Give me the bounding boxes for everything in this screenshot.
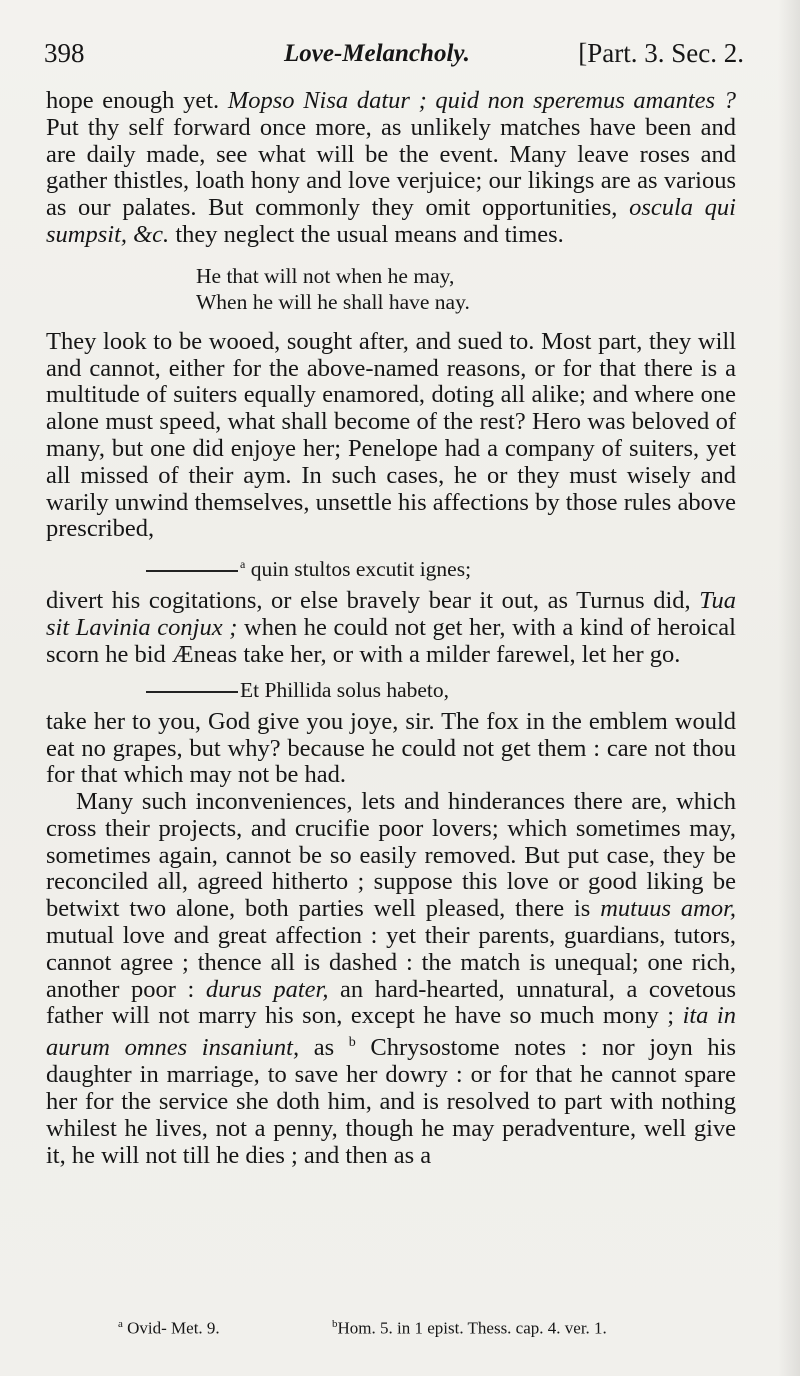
body-text bbox=[46, 88, 736, 1169]
verse-couplet bbox=[196, 263, 736, 315]
paragraph-5-text-c: an hard-hearted, unnatural, a covetous father will not marry his son, except he have so much mony ; bbox=[46, 975, 736, 1030]
footnote-b-marker: b bbox=[332, 1318, 338, 1330]
paragraph-1-text-a: hope enough yet. bbox=[46, 87, 228, 114]
latin-phrase-durus: durus pater, bbox=[205, 975, 329, 1003]
paragraph-3-text-b: when he could not get her, with a kind of heroical scorn he bid Æneas take her, or with a milder farewel, let her go. bbox=[46, 614, 736, 668]
quote-phillida bbox=[146, 677, 736, 703]
quote-ovid-text: quin stultos excutit ignes; bbox=[250, 557, 472, 582]
latin-quote-lavinia: Tua sit Lavinia conjux ; bbox=[46, 587, 736, 642]
page-header bbox=[44, 38, 744, 78]
paragraph-3 bbox=[46, 588, 736, 668]
section-reference: [Part. 3. Sec. 2. bbox=[578, 38, 744, 68]
quote-dash bbox=[146, 691, 238, 693]
verse-line-1: He that will not when he may, bbox=[196, 263, 455, 288]
paragraph-3-text-a: divert his cogitations, or else bravely bear it out, as Turnus did, bbox=[46, 587, 700, 615]
running-title: Love-Melancholy. bbox=[284, 40, 470, 67]
footnote-a bbox=[118, 1318, 220, 1339]
paragraph-1 bbox=[46, 88, 736, 249]
paragraph-1-text-c: they neglect the usual means and times. bbox=[169, 220, 564, 248]
paragraph-5-text-e: Chrysostome notes : nor joyn his daughter in marriage, to save her dowry : or for that he cannot spare her for the service she doth him, and is resolved to part with nothing whilest he lives, not a penny, though he may peradventure, well give it, he will not till he dies ; and then as a bbox=[46, 1034, 736, 1169]
page-number: 398 bbox=[44, 38, 85, 68]
footnote-a-marker: a bbox=[118, 1318, 123, 1330]
footnote-b-text: Hom. 5. in 1 epist. Thess. cap. 4. ver. 1. bbox=[337, 1318, 607, 1338]
paragraph-5-text-b: mutual love and great affection : yet their parents, guardians, tutors, cannot agree ; thence all is dashed : the match is unequal; one rich, another poor : bbox=[46, 922, 736, 1003]
quote-ovid bbox=[146, 551, 736, 582]
latin-phrase-mutuus: mutuus amor, bbox=[600, 895, 737, 923]
footnote-marker-b: b bbox=[348, 1035, 356, 1051]
paragraph-1-text-b: Put thy self forward once more, as unlikely matches have been and are daily made, see what will be the event. Many leave roses and gather thistles, loath hony and love verjuice; our likings are as various as our palates. But commonly they omit opportunities, bbox=[46, 113, 736, 222]
latin-phrase-ita: ita in aurum omnes insaniunt, bbox=[46, 1002, 736, 1062]
footnote-b bbox=[332, 1318, 607, 1339]
quote-dash bbox=[146, 570, 238, 572]
paragraph-5-text-a: Many such inconveniences, lets and hinderances there are, which cross their projects, and crucifie poor lovers; which sometimes may, sometimes again, cannot be so easily removed. But put case, they be reconciled all, agreed hitherto ; suppose this love or good liking be betwixt two alone, both parties well pleased, there is bbox=[46, 788, 736, 923]
paragraph-5-text-d: as bbox=[299, 1034, 349, 1062]
quote-phillida-text: Et Phillida solus habeto, bbox=[240, 677, 450, 702]
footnote-marker-a: a bbox=[240, 557, 246, 572]
verse-line-2: When he will he shall have nay. bbox=[196, 289, 470, 314]
paragraph-5 bbox=[46, 789, 736, 1169]
page-gutter-shadow bbox=[778, 0, 800, 1376]
latin-phrase-oscula: oscula qui sumpsit, &c. bbox=[46, 194, 736, 248]
latin-quote-mopso: Mopso Nisa datur ; quid non speremus amantes ? bbox=[227, 87, 736, 114]
footnote-a-text: Ovid- Met. 9. bbox=[127, 1318, 220, 1338]
paragraph-2: They look to be wooed, sought after, and sued to. Most part, they will and cannot, either for the above-named reasons, or for that there is a multitude of suiters equally enamored, doting all alike; and where one alone must speed, what shall become of the rest? Hero was beloved of many, but one did enjoye her; Penelope had a company of suiters, yet all missed of their aym. In such cases, he or they must wisely and warily unwind themselves, unsettle his affections by those rules above prescribed, bbox=[46, 327, 736, 543]
paragraph-4: take her to you, God give you joye, sir. The fox in the emblem would eat no grapes, but why? because he could not get them : care not thou for that which may not be had. bbox=[46, 707, 736, 789]
